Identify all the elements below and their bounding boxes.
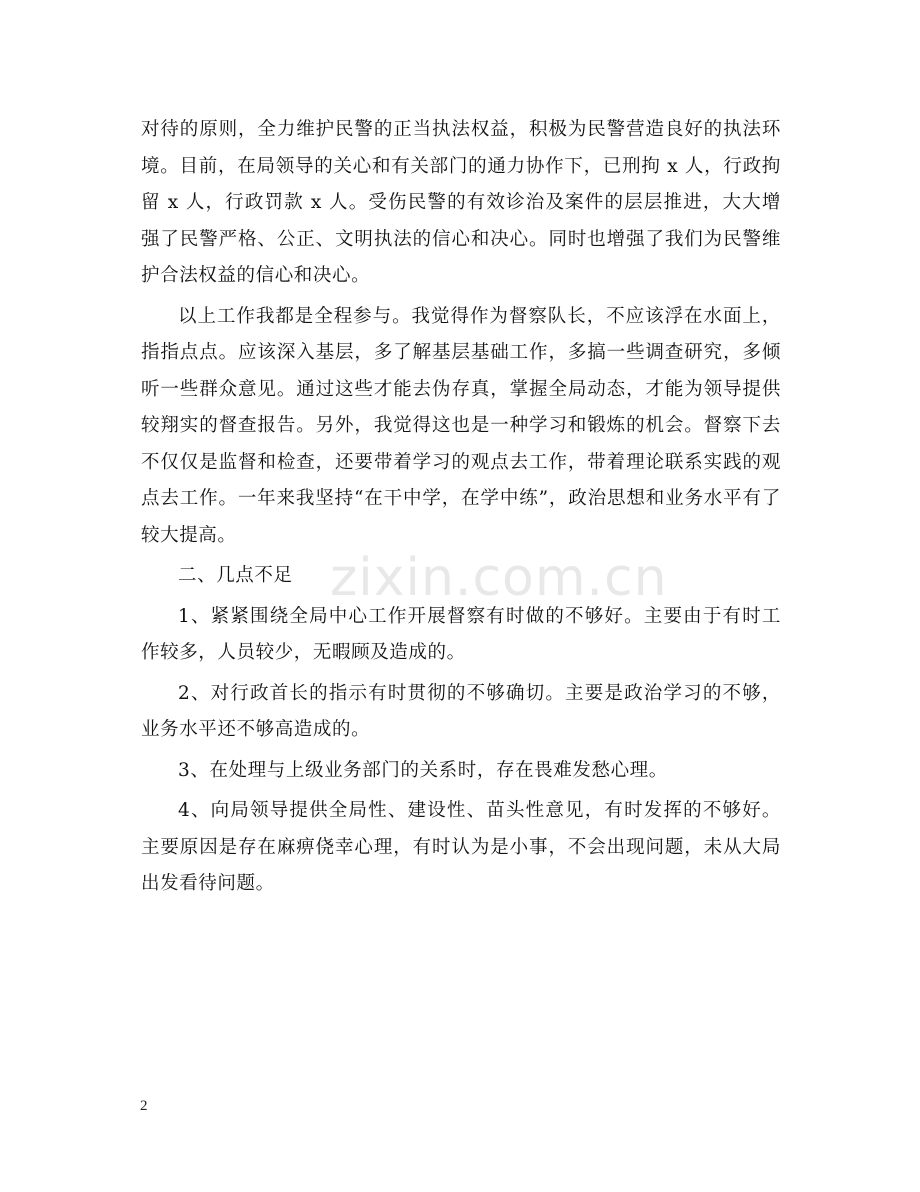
shortcoming-item-3: 3、在处理与上级业务部门的关系时，存在畏难发愁心理。: [178, 759, 668, 781]
section-heading-shortcomings: 二、几点不足: [178, 565, 293, 586]
document-body: [141, 112, 781, 903]
paragraph-work-reflection: 以上工作我都是全程参与。我觉得作为督察队长，不应该浮在水面上，指指点点。应该深入基层，多了解基层基础工作，多搞一些调查研究，多倾听一些群众意见。通过这些才能去伪存真，掌握全局动态，才能为领导提供较翔实的督查报告。另外，我觉得这也是一种学习和锻炼的机会。督察下去不仅仅是监督和检查，还要带着学习的观点去工作，带着理论联系实践的观点去工作。一年来我坚持“在干中学，在学中练”，政治思想和业务水平有了较大提高。: [141, 305, 781, 546]
page-number: 2: [140, 1098, 148, 1114]
shortcoming-item-4: 4、向局领导提供全局性、建设性、苗头性意见，有时发挥的不够好。主要原因是存在麻痹侥幸心理，有时认为是小事，不会出现问题，未从大局出发看待问题。: [141, 800, 781, 894]
watermark: zixin.com.cn: [330, 548, 668, 608]
shortcoming-item-2: 2、对行政首长的指示有时贯彻的不够确切。主要是政治学习的不够，业务水平还不够高造成的。: [141, 682, 781, 740]
paragraph-continuation: 对待的原则，全力维护民警的正当执法权益，积极为民警营造良好的执法环境。目前，在局领导的关心和有关部门的通力协作下，已刑拘 x 人，行政拘留 x 人，行政罚款 x 人。受伤民警的有效诊治及案件的层层推进，大大增强了民警严格、公正、文明执法的信心和决心。同时也增强了我们为民警维护合法权益的信心和决心。: [141, 119, 781, 286]
shortcoming-item-1: 1、紧紧围绕全局中心工作开展督察有时做的不够好。主要由于有时工作较多，人员较少，无暇顾及造成的。: [141, 605, 781, 663]
